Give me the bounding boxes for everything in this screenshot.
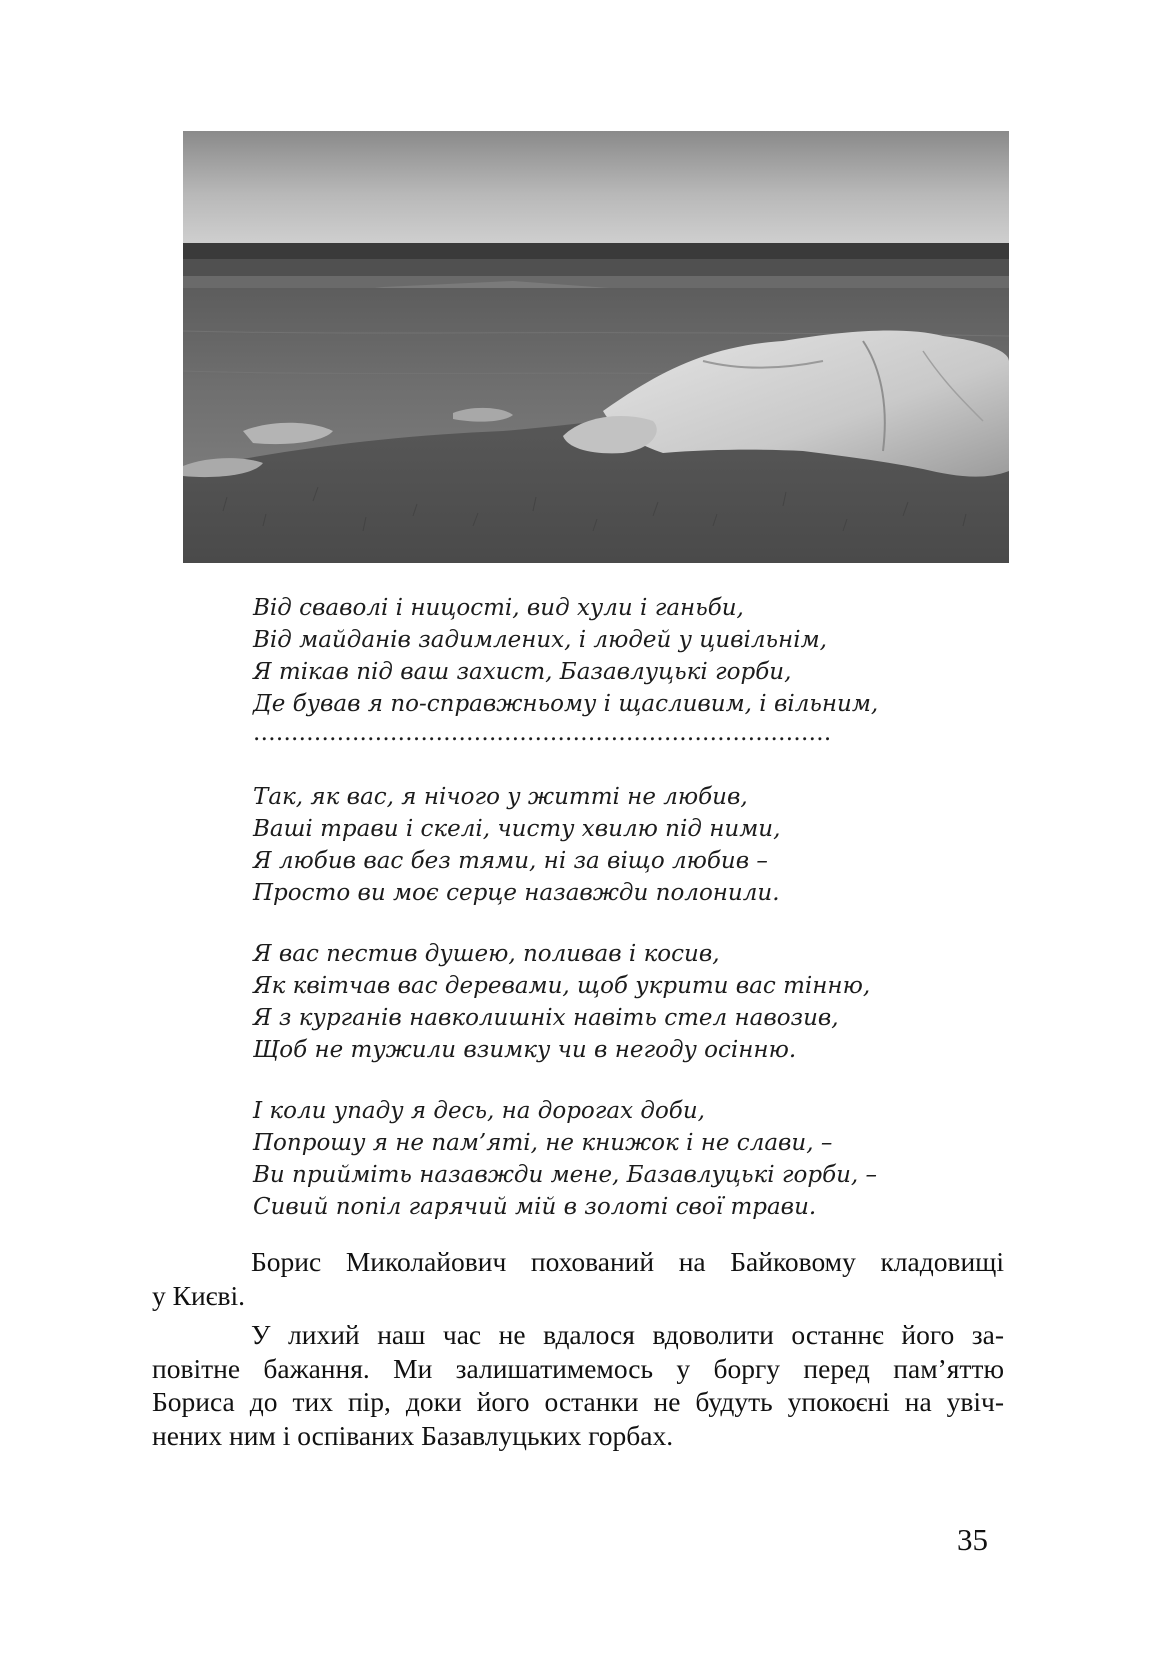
landscape-photo-image bbox=[183, 131, 1009, 563]
poem-line: І коли упаду я десь, на дорогах доби, bbox=[253, 1098, 705, 1124]
poem-line: Як квітчав вас деревами, щоб укрити вас тінню, bbox=[253, 973, 871, 999]
paragraph-line: нених ним і оспіваних Базавлуцьких горбах. bbox=[152, 1419, 674, 1451]
poem-line: Сивий попіл гарячий мій в золоті свої трави. bbox=[253, 1194, 817, 1220]
poem bbox=[253, 592, 1013, 1252]
poem-line: Попрошу я не пам’яті, не книжок і не слави, – bbox=[253, 1130, 833, 1156]
poem-stanza-2 bbox=[253, 781, 1013, 909]
poem-line: Так, як вас, я нічого у житті не любив, bbox=[253, 784, 748, 810]
poem-line: Я любив вас без тями, ні за віщо любив – bbox=[253, 848, 768, 874]
poem-line: Ви прийміть назавжди мене, Базавлуцькі горби, – bbox=[253, 1162, 878, 1188]
paragraph-line: Бориса до тих пір, доки його останки не будуть упокоєні на увіч- bbox=[152, 1386, 1004, 1417]
poem-stanza-1 bbox=[253, 592, 1013, 752]
poem-line: Від сваволі і ницості, вид хули і ганьби, bbox=[253, 595, 744, 621]
paragraph-line: Борис Миколайович похований на Байковому кладовищі bbox=[251, 1246, 1004, 1277]
paragraph-last-wish bbox=[152, 1318, 1004, 1452]
poem-line: Щоб не тужили взимку чи в негоду осінню. bbox=[253, 1037, 797, 1063]
poem-line: Ваші трави і скелі, чисту хвилю під ними, bbox=[253, 816, 781, 842]
poem-line: Я з курганів навколишніх навіть стел навозив, bbox=[253, 1005, 839, 1031]
poem-stanza-3 bbox=[253, 938, 1013, 1066]
prose-body bbox=[152, 1245, 1004, 1458]
poem-line: Від майданів задимлених, і людей у цивільнім, bbox=[253, 627, 827, 653]
paragraph-line: У лихий наш час не вдалося вдоволити останнє його за- bbox=[251, 1319, 1004, 1350]
paragraph-line: повітне бажання. Ми залишатимемось у боргу перед пам’яттю bbox=[152, 1352, 1004, 1384]
poem-stanza-4 bbox=[253, 1095, 1013, 1223]
paragraph-burial bbox=[152, 1245, 1004, 1312]
poem-line: Я вас пестив душею, поливав і косив, bbox=[253, 941, 720, 967]
poem-line: Просто ви моє серце назавжди полонили. bbox=[253, 880, 780, 906]
poem-ellipsis-line: ............................................................................ bbox=[253, 720, 832, 746]
landscape-photo bbox=[183, 131, 1009, 563]
poem-line: Я тікав під ваш захист, Базавлуцькі горби, bbox=[253, 659, 792, 685]
page-number: 35 bbox=[957, 1522, 988, 1557]
paragraph-line: у Києві. bbox=[152, 1279, 245, 1311]
poem-line: Де бував я по-справжньому і щасливим, і вільним, bbox=[253, 691, 879, 717]
